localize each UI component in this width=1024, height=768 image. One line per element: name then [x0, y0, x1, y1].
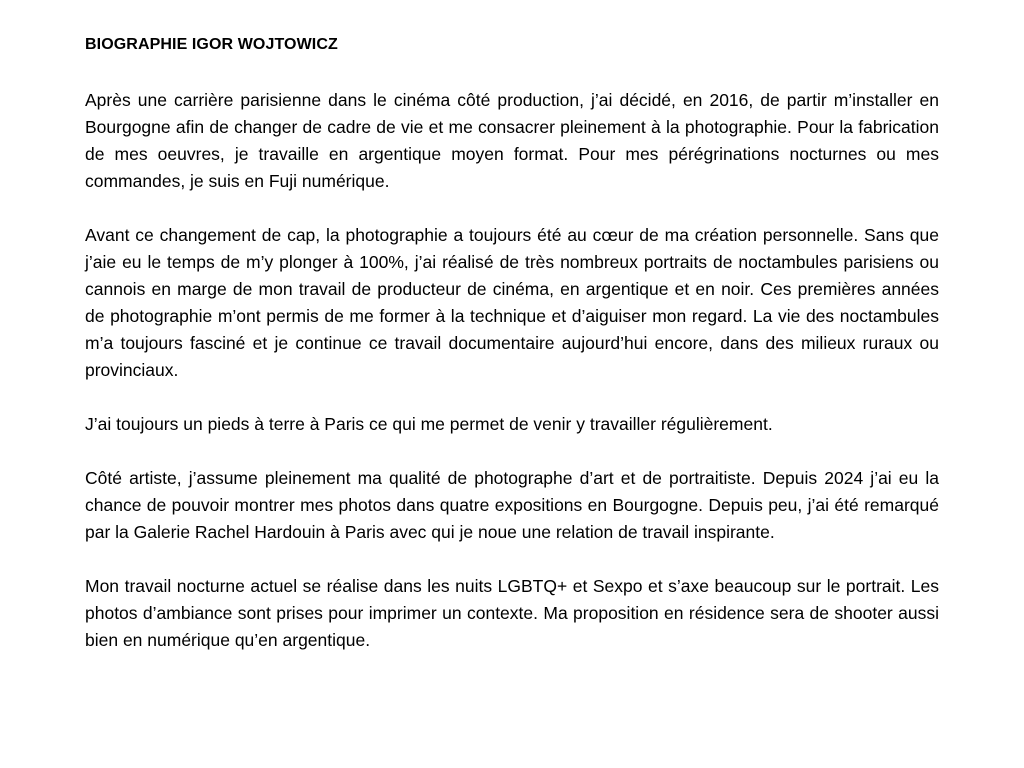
paragraph-current-work: Mon travail nocturne actuel se réalise dans les nuits LGBTQ+ et Sexpo et s’axe beaucoup sur le portrait. Les photos d’ambiance sont prises pour imprimer un contexte. Ma proposition en résidence sera de shooter aussi bien en numérique qu’en argentique. [85, 576, 939, 650]
document-page [85, 34, 939, 654]
paragraph-paris: J’ai toujours un pieds à terre à Paris ce qui me permet de venir y travailler régulièrement. [85, 414, 773, 434]
paragraph-before-change: Avant ce changement de cap, la photographie a toujours été au cœur de ma création personnelle. Sans que j’aie eu le temps de m’y plonger à 100%, j’ai réalisé de très nombreux portraits de noctambules parisiens ou cannois en marge de mon travail de producteur de cinéma, en argentique et en noir. Ces premières années de photographie m’ont permis de me former à la technique et d’aiguiser mon regard. La vie des noctambules m’a toujours fasciné et je continue ce travail documentaire aujourd’hui encore, dans des milieux ruraux ou provinciaux. [85, 225, 939, 380]
document-title: BIOGRAPHIE IGOR WOJTOWICZ [85, 36, 338, 53]
paragraph-artist: Côté artiste, j’assume pleinement ma qualité de photographe d’art et de portraitiste. Depuis 2024 j’ai eu la chance de pouvoir montrer mes photos dans quatre expositions en Bourgogne. Depuis peu, j’ai été remarqué par la Galerie Rachel Hardouin à Paris avec qui je noue une relation de travail inspirante. [85, 468, 939, 542]
paragraph-career: Après une carrière parisienne dans le cinéma côté production, j’ai décidé, en 2016, de partir m’installer en Bourgogne afin de changer de cadre de vie et me consacrer pleinement à la photographie. Pour la fabrication de mes oeuvres, je travaille en argentique moyen format. Pour mes pérégrinations nocturnes ou mes commandes, je suis en Fuji numérique. [85, 90, 939, 191]
